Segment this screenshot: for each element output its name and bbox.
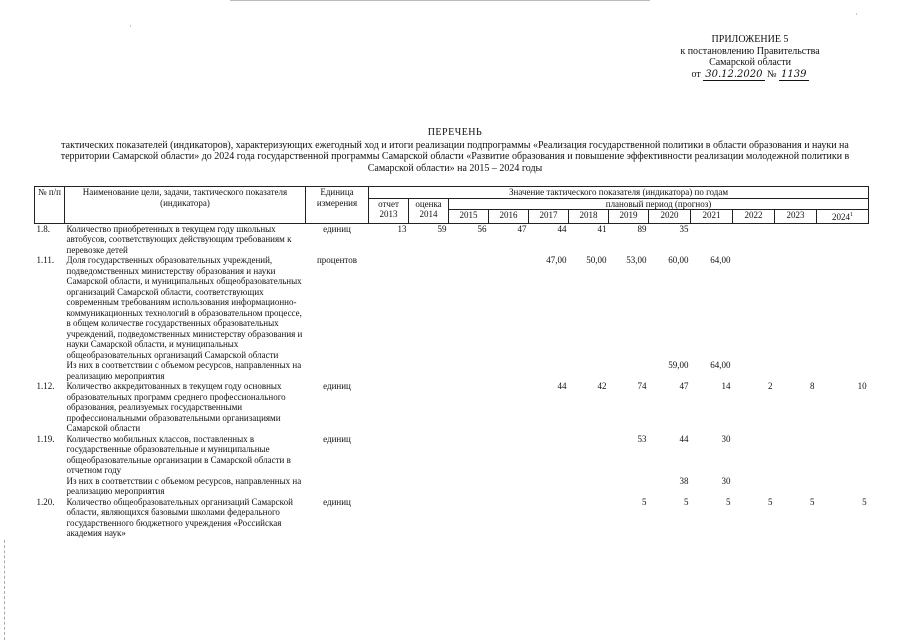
row-name: Из них в соответствии с объемом ресурсов, направленных на реализацию мероприятия <box>66 360 302 381</box>
row-value <box>449 360 489 381</box>
row-value: 44 <box>557 223 567 234</box>
row-value: 47 <box>679 381 689 391</box>
row-unit: единиц <box>323 496 351 507</box>
header-year-2013: 2013 <box>379 209 398 219</box>
table-row <box>35 497 869 539</box>
header-values-group: Значение тактического показателя (индикатора) по годам <box>369 187 869 199</box>
row-value <box>409 476 449 497</box>
row-value: 59 <box>437 223 447 234</box>
table-body <box>35 223 869 539</box>
row-value <box>369 476 409 497</box>
row-code <box>35 360 65 381</box>
row-value <box>409 255 449 360</box>
table-row <box>35 255 869 360</box>
row-value: 35 <box>679 223 689 234</box>
row-value <box>489 381 529 434</box>
row-value <box>733 434 775 476</box>
row-value <box>529 497 569 539</box>
row-code: 1.11. <box>36 255 55 265</box>
row-value: 42 <box>597 381 607 391</box>
row-value <box>775 360 817 381</box>
footnote-mark: 1 <box>850 212 854 218</box>
row-value <box>409 497 449 539</box>
row-value: 5 <box>642 496 647 507</box>
header-year-2014: 2014 <box>419 209 438 219</box>
header-name: Наименование цели, задачи, тактического показателя (индикатора) <box>65 187 306 224</box>
appendix-block <box>620 34 880 81</box>
row-value <box>449 476 489 497</box>
row-value <box>409 434 449 476</box>
row-value <box>449 381 489 434</box>
row-value <box>733 223 775 255</box>
row-value <box>569 476 609 497</box>
row-value <box>449 497 489 539</box>
row-value <box>489 255 529 360</box>
header-year: 2020 <box>649 210 691 224</box>
table-row <box>35 360 869 381</box>
row-value: 5 <box>810 496 815 507</box>
handwritten-date: 30.12.2020 <box>705 68 763 80</box>
header-report <box>369 198 409 223</box>
row-value: 53,00 <box>626 255 647 265</box>
row-value: 53 <box>637 433 647 444</box>
row-value: 64,00 <box>710 255 731 265</box>
row-value <box>775 434 817 476</box>
row-value <box>369 360 409 381</box>
row-name: Количество аккредитованных в текущем году основных образовательных программ среднего профессионального образования, реализуемых государственными профессиональными образовательными организациями Самарской области <box>66 381 286 433</box>
row-value <box>449 434 489 476</box>
header-unit: Единица измерения <box>306 187 369 224</box>
row-value <box>529 434 569 476</box>
row-value: 14 <box>721 381 731 391</box>
row-value: 30 <box>721 433 731 444</box>
appendix-date-number <box>620 69 880 82</box>
row-unit: единиц <box>323 381 351 391</box>
row-value: 89 <box>637 223 647 234</box>
row-name: Количество приобретенных в текущем году школьных автобусов, соответствующих действующим требованиям к перевозке детей <box>66 223 292 255</box>
row-value <box>369 255 409 360</box>
row-value: 8 <box>810 381 815 391</box>
document-title <box>40 127 870 174</box>
row-value: 41 <box>597 223 607 234</box>
row-value <box>817 434 869 476</box>
row-value <box>775 255 817 360</box>
row-value <box>529 476 569 497</box>
row-value <box>489 434 529 476</box>
header-year: 2018 <box>569 210 609 224</box>
row-value <box>817 255 869 360</box>
row-name: Количество мобильных классов, поставленных в государственные образовательные и муниципальные общеобразовательные организации в Самарской области в отчетном году <box>66 433 291 475</box>
row-value <box>489 476 529 497</box>
date-prefix: от <box>691 68 701 80</box>
number-prefix: № <box>767 68 777 80</box>
indicators-table <box>34 186 869 539</box>
row-value <box>733 360 775 381</box>
row-value: 13 <box>397 223 407 234</box>
title-text: тактических показателей (индикаторов), характеризующих ежегодный ход и итоги реализации подпрограммы «Реализация государственной политики в области образования и науки на территории Самарской области» до 2024 года государственной программы Самарской области «Развитие образования и повышение эффективности реализации молодежной политики в Самарской области» на 2015 – 2024 годы <box>60 139 850 174</box>
row-value: 74 <box>637 381 647 391</box>
row-code: 1.19. <box>36 433 55 444</box>
row-value <box>817 360 869 381</box>
appendix-region: Самарской области <box>709 57 791 68</box>
row-value: 10 <box>857 381 867 391</box>
row-name: Из них в соответствии с объемом ресурсов, направленных на реализацию мероприятия <box>66 475 302 496</box>
row-value <box>609 476 649 497</box>
header-year-2024 <box>817 210 869 224</box>
row-value <box>409 381 449 434</box>
scan-left-edge-marks <box>4 540 11 640</box>
row-value <box>817 223 869 255</box>
appendix-reference: к постановлению Правительства <box>680 45 820 57</box>
row-value <box>775 223 817 255</box>
row-unit <box>306 360 369 381</box>
header-year: 2021 <box>691 210 733 224</box>
row-value: 2 <box>768 381 773 391</box>
row-code: 1.8. <box>36 223 50 234</box>
row-unit <box>306 476 369 497</box>
handwritten-number: 1139 <box>781 68 807 80</box>
row-value <box>775 476 817 497</box>
row-value <box>569 434 609 476</box>
row-value <box>569 360 609 381</box>
row-name: Количество общеобразовательных организаций Самарской области, являющихся базовыми школами федерального государственного бюджетного учреждения «Российская академия наук» <box>66 496 293 538</box>
header-year: 2022 <box>733 210 775 224</box>
row-value <box>369 434 409 476</box>
row-value <box>529 360 569 381</box>
row-value: 44 <box>679 433 689 444</box>
table-row <box>35 434 869 476</box>
row-value <box>369 381 409 434</box>
row-unit: единиц <box>323 433 351 444</box>
row-value <box>733 255 775 360</box>
row-value: 47 <box>517 223 527 234</box>
row-value <box>609 360 649 381</box>
row-unit: процентов <box>316 255 357 265</box>
row-value <box>817 476 869 497</box>
table-row <box>35 381 869 434</box>
table-row <box>35 476 869 497</box>
row-value: 5 <box>684 496 689 507</box>
scan-top-edge <box>230 0 650 1</box>
row-value: 30 <box>721 475 731 486</box>
header-year: 2023 <box>775 210 817 224</box>
row-value: 47,00 <box>546 255 567 265</box>
row-value <box>691 223 733 255</box>
title-heading: ПЕРЕЧЕНЬ <box>427 127 483 138</box>
row-value: 56 <box>477 223 487 234</box>
row-value: 64,00 <box>710 360 731 370</box>
table-row <box>35 223 869 255</box>
header-report-label: отчет <box>378 198 399 209</box>
scan-speck: · <box>855 10 858 19</box>
row-value: 50,00 <box>586 255 607 265</box>
row-value <box>409 360 449 381</box>
row-unit: единиц <box>323 223 351 234</box>
row-name: Доля государственных образовательных учреждений, подведомственных министерству образования и науки Самарской области, и муниципальных общеобразовательных организаций Самарской области, соответствующих современным требованиям использования информационно-коммуникационных технологий в образовательном процессе, в общем количестве государственных образовательных учреждений, подведомственных министерству образования и науки Самарской области, и муниципальных общеобразовательных организаций Самарской области <box>66 255 303 360</box>
header-year: 2017 <box>529 210 569 224</box>
header-num: № п/п <box>35 187 65 224</box>
header-planned: плановый период (прогноз) <box>449 198 869 210</box>
row-value: 59,00 <box>668 360 689 370</box>
appendix-title: ПРИЛОЖЕНИЕ 5 <box>711 34 789 45</box>
scan-speck: · <box>129 22 132 31</box>
row-value <box>369 497 409 539</box>
row-code: 1.12. <box>36 381 55 391</box>
row-code: 1.20. <box>36 496 55 507</box>
row-value: 5 <box>726 496 731 507</box>
row-value <box>569 497 609 539</box>
row-code <box>35 476 65 497</box>
header-year: 2015 <box>449 210 489 224</box>
row-value <box>733 476 775 497</box>
header-year: 2016 <box>489 210 529 224</box>
header-year-2024-label: 2024 <box>832 212 851 222</box>
row-value <box>489 497 529 539</box>
row-value <box>489 360 529 381</box>
header-estimate <box>409 198 449 223</box>
row-value: 60,00 <box>668 255 689 265</box>
header-year: 2019 <box>609 210 649 224</box>
row-value: 44 <box>557 381 567 391</box>
row-value: 5 <box>768 496 773 507</box>
row-value <box>449 255 489 360</box>
row-value: 38 <box>679 475 689 486</box>
header-estimate-label: оценка <box>415 198 442 209</box>
row-value: 5 <box>862 496 867 507</box>
